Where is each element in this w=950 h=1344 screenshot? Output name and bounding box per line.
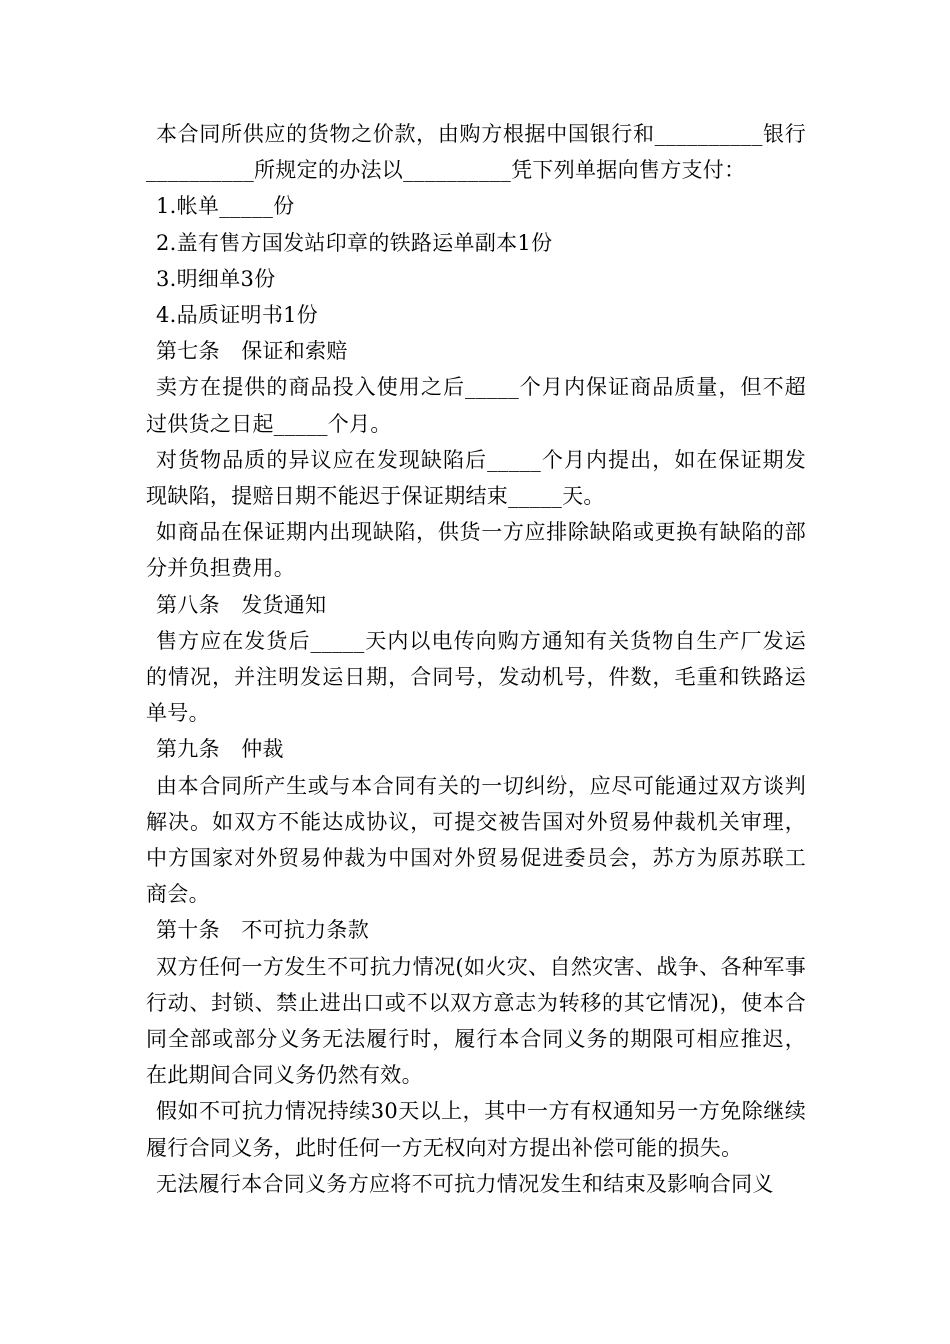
paragraph-article-9-1: 由本合同所产生或与本合同有关的一切纠纷，应尽可能通过双方谈判解决。如双方不能达成协议，可提交被告国对外贸易仲裁机关审理，中方国家对外贸易仲裁为中国对外贸易促进委员会，苏方为原苏联工商会。 (146, 773, 806, 907)
list-item-document-4: 4.品质证明书1份 (156, 303, 319, 328)
contract-body (146, 116, 806, 1202)
article-10-heading: 第十条 不可抗力条款 (156, 918, 369, 943)
paragraph-article-7-1: 卖方在提供的商品投入使用之后_____个月内保证商品质量，但不超过供货之日起_____个月。 (146, 375, 806, 436)
list-item-document-1: 1.帐单_____份 (156, 194, 295, 219)
paragraph-article-7-3: 如商品在保证期内出现缺陷，供货一方应排除缺陷或更换有缺陷的部分并负担费用。 (146, 520, 806, 581)
list-item-document-2: 2.盖有售方国发站印章的铁路运单副本1份 (156, 230, 553, 255)
article-9-heading: 第九条 仲裁 (156, 737, 284, 762)
paragraph-article-10-1: 双方任何一方发生不可抗力情况(如火灾、自然灾害、战争、各种军事行动、封锁、禁止进出口或不以双方意志为转移的其它情况)，使本合同全部或部分义务无法履行时，履行本合同义务的期限可相应推迟，在此期间合同义务仍然有效。 (146, 954, 806, 1088)
list-item-document-3: 3.明细单3份 (156, 266, 276, 291)
paragraph-article-10-2: 假如不可抗力情况持续30天以上，其中一方有权通知另一方免除继续履行合同义务，此时任何一方无权向对方提出补偿可能的损失。 (146, 1099, 806, 1160)
article-8-heading: 第八条 发货通知 (156, 592, 327, 617)
paragraph-article-10-3: 无法履行本合同义务方应将不可抗力情况发生和结束及影响合同义 (156, 1171, 774, 1196)
paragraph-payment-intro: 本合同所供应的货物之价款，由购方根据中国银行和__________银行__________所规定的办法以__________凭下列单据向售方支付： (146, 122, 806, 183)
paragraph-article-8-1: 售方应在发货后_____天内以电传向购方通知有关货物自生产厂发运的情况，并注明发运日期，合同号，发动机号，件数，毛重和铁路运单号。 (146, 628, 806, 726)
article-7-heading: 第七条 保证和索赔 (156, 339, 348, 364)
paragraph-article-7-2: 对货物品质的异议应在发现缺陷后_____个月内提出，如在保证期发现缺陷，提赔日期不能迟于保证期结束_____天。 (146, 447, 806, 509)
